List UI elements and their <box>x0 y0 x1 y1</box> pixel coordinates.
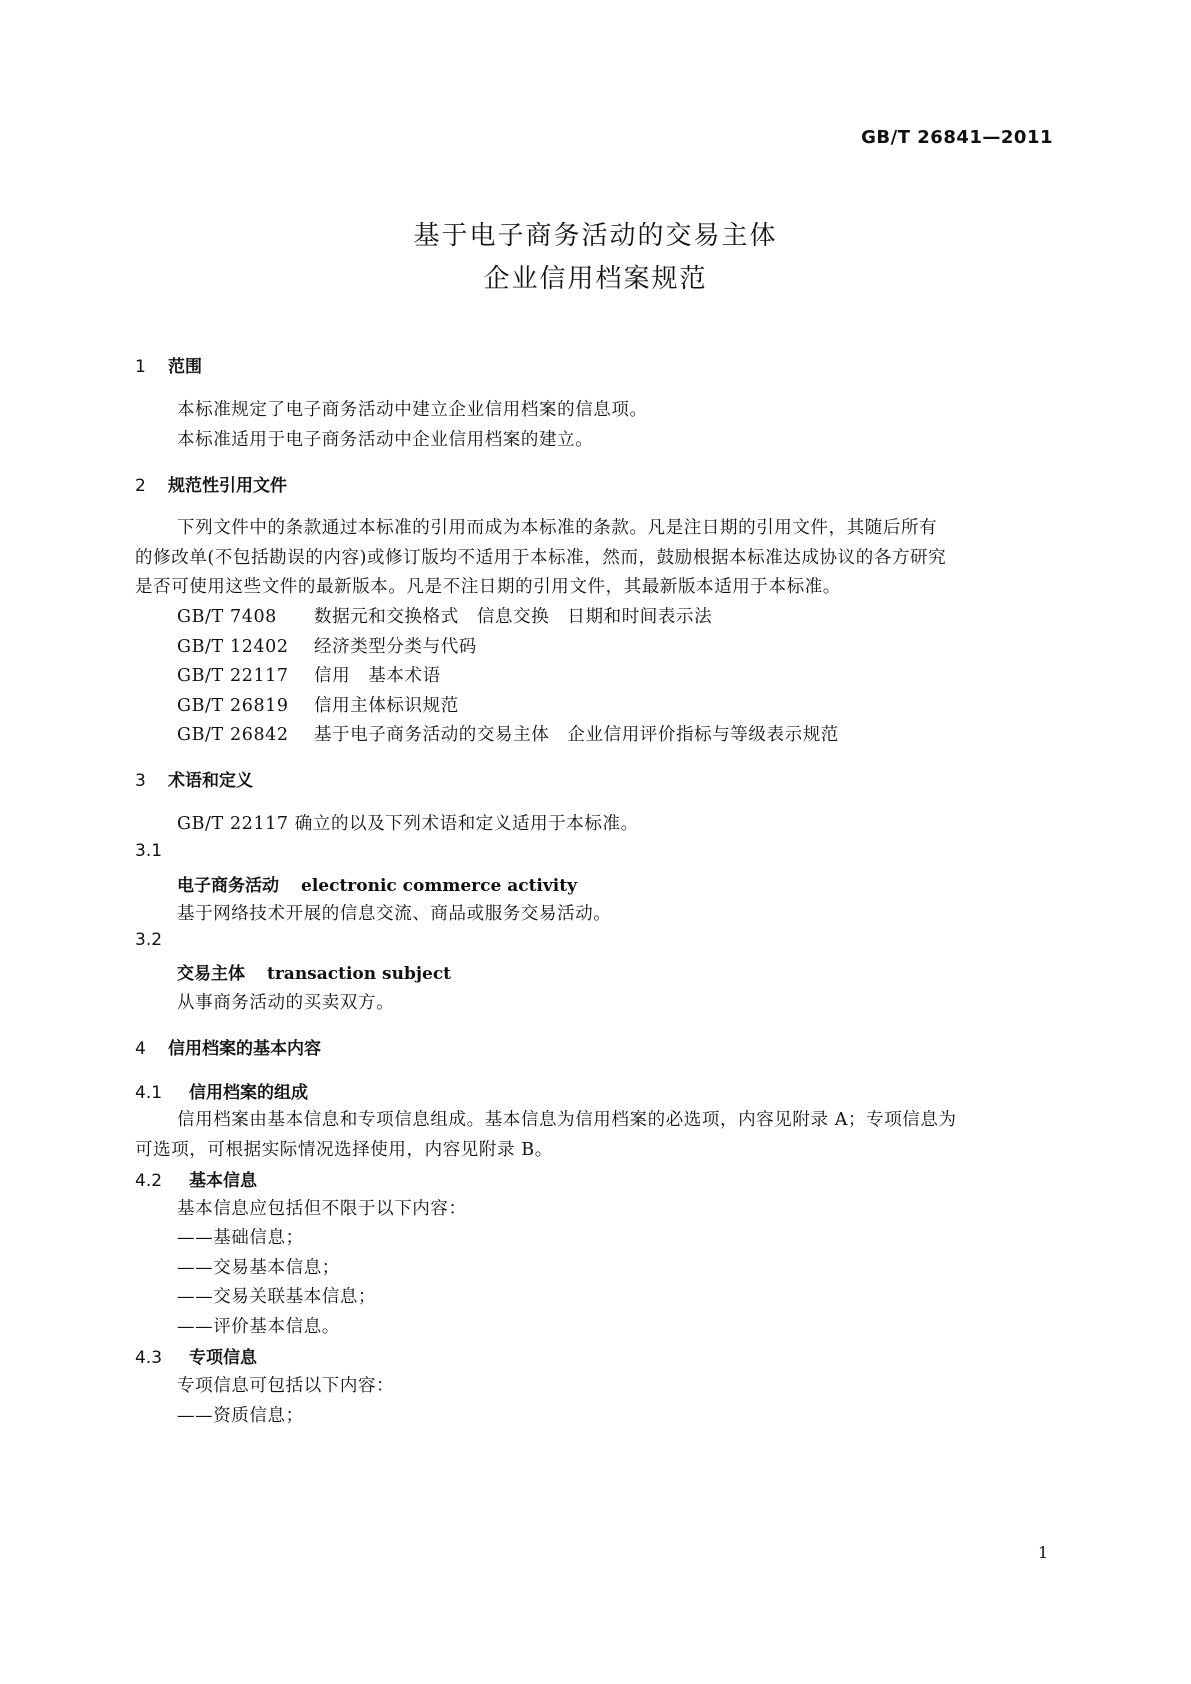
reference-code: GB/T 12402 <box>177 637 289 657</box>
term-definition: 基于网络技术开展的信息交流、商品或服务交易活动。 <box>177 904 612 924</box>
section-number: 2 <box>135 476 146 496</box>
list-item: ——交易关联基本信息； <box>177 1287 377 1307</box>
reference-title: 经济类型分类与代码 <box>314 637 477 657</box>
section-2-heading <box>135 471 287 496</box>
subsection-title: 信用档案的组成 <box>189 1083 308 1103</box>
section-4-heading <box>135 1034 321 1059</box>
reference-title: 基于电子商务活动的交易主体 企业信用评价指标与等级表示规范 <box>314 725 839 745</box>
subsection-number: 4.3 <box>135 1348 163 1368</box>
term-chinese: 电子商务活动 <box>177 876 279 896</box>
paragraph: GB/T 22117 确立的以及下列术语和定义适用于本标准。 <box>177 814 639 834</box>
paragraph: 基本信息应包括但不限于以下内容： <box>177 1199 467 1219</box>
document-title-line-2: 企业信用档案规范 <box>483 264 708 294</box>
section-1-heading <box>135 352 202 377</box>
subsection-4-2-heading <box>135 1166 257 1191</box>
reference-item <box>177 721 839 746</box>
reference-item <box>177 633 477 658</box>
paragraph-line: 信用档案由基本信息和专项信息组成。基本信息为信用档案的必选项，内容见附录 A；专项信息为 <box>177 1110 957 1130</box>
reference-title: 信用 基本术语 <box>314 666 441 686</box>
reference-code: GB/T 22117 <box>177 666 289 686</box>
term-english: transaction subject <box>267 964 452 984</box>
paragraph: 本标准规定了电子商务活动中建立企业信用档案的信息项。 <box>177 400 648 420</box>
page-number: 1 <box>1038 1543 1049 1562</box>
subsection-4-3-heading <box>135 1343 257 1368</box>
reference-title: 数据元和交换格式 信息交换 日期和时间表示法 <box>314 607 713 627</box>
section-title: 信用档案的基本内容 <box>168 1039 321 1059</box>
list-item: ——评价基本信息。 <box>177 1317 340 1337</box>
reference-item <box>177 692 459 717</box>
paragraph: 本标准适用于电子商务活动中企业信用档案的建立。 <box>177 430 594 450</box>
subsection-title: 基本信息 <box>189 1171 257 1191</box>
term-definition: 从事商务活动的买卖双方。 <box>177 993 395 1013</box>
paragraph-line: 是否可使用这些文件的最新版本。凡是不注日期的引用文件，其最新版本适用于本标准。 <box>135 577 841 597</box>
subsection-number: 4.1 <box>135 1083 163 1103</box>
subsection-4-1-heading <box>135 1078 308 1103</box>
clause-number: 3.2 <box>135 930 163 950</box>
section-title: 术语和定义 <box>168 771 253 791</box>
paragraph: 专项信息可包括以下内容： <box>177 1376 395 1396</box>
reference-title: 信用主体标识规范 <box>314 696 459 716</box>
term-entry <box>177 959 451 984</box>
list-item: ——交易基本信息； <box>177 1258 340 1278</box>
clause-number: 3.1 <box>135 841 163 861</box>
reference-code: GB/T 7408 <box>177 607 277 627</box>
subsection-title: 专项信息 <box>189 1348 257 1368</box>
reference-code: GB/T 26842 <box>177 725 289 745</box>
reference-item <box>177 662 441 687</box>
list-item: ——基础信息； <box>177 1228 304 1248</box>
section-number: 1 <box>135 357 146 377</box>
section-title: 范围 <box>168 357 202 377</box>
standard-code: GB/T 26841—2011 <box>861 127 1053 148</box>
document-title-line-1: 基于电子商务活动的交易主体 <box>413 221 778 251</box>
section-3-heading <box>135 766 253 791</box>
section-number: 3 <box>135 771 146 791</box>
reference-code: GB/T 26819 <box>177 696 289 716</box>
term-chinese: 交易主体 <box>177 964 245 984</box>
paragraph-line: 可选项，可根据实际情况选择使用，内容见附录 B。 <box>135 1140 553 1160</box>
paragraph-line: 的修改单(不包括勘误的内容)或修订版均不适用于本标准，然而，鼓励根据本标准达成协议的各方研究 <box>135 548 947 568</box>
list-item: ——资质信息； <box>177 1406 304 1426</box>
subsection-number: 4.2 <box>135 1171 163 1191</box>
section-number: 4 <box>135 1039 146 1059</box>
section-title: 规范性引用文件 <box>168 476 287 496</box>
paragraph-line: 下列文件中的条款通过本标准的引用而成为本标准的条款。凡是注日期的引用文件，其随后所有 <box>177 518 938 538</box>
term-entry <box>177 871 577 896</box>
reference-item <box>177 603 712 628</box>
term-english: electronic commerce activity <box>301 876 577 896</box>
